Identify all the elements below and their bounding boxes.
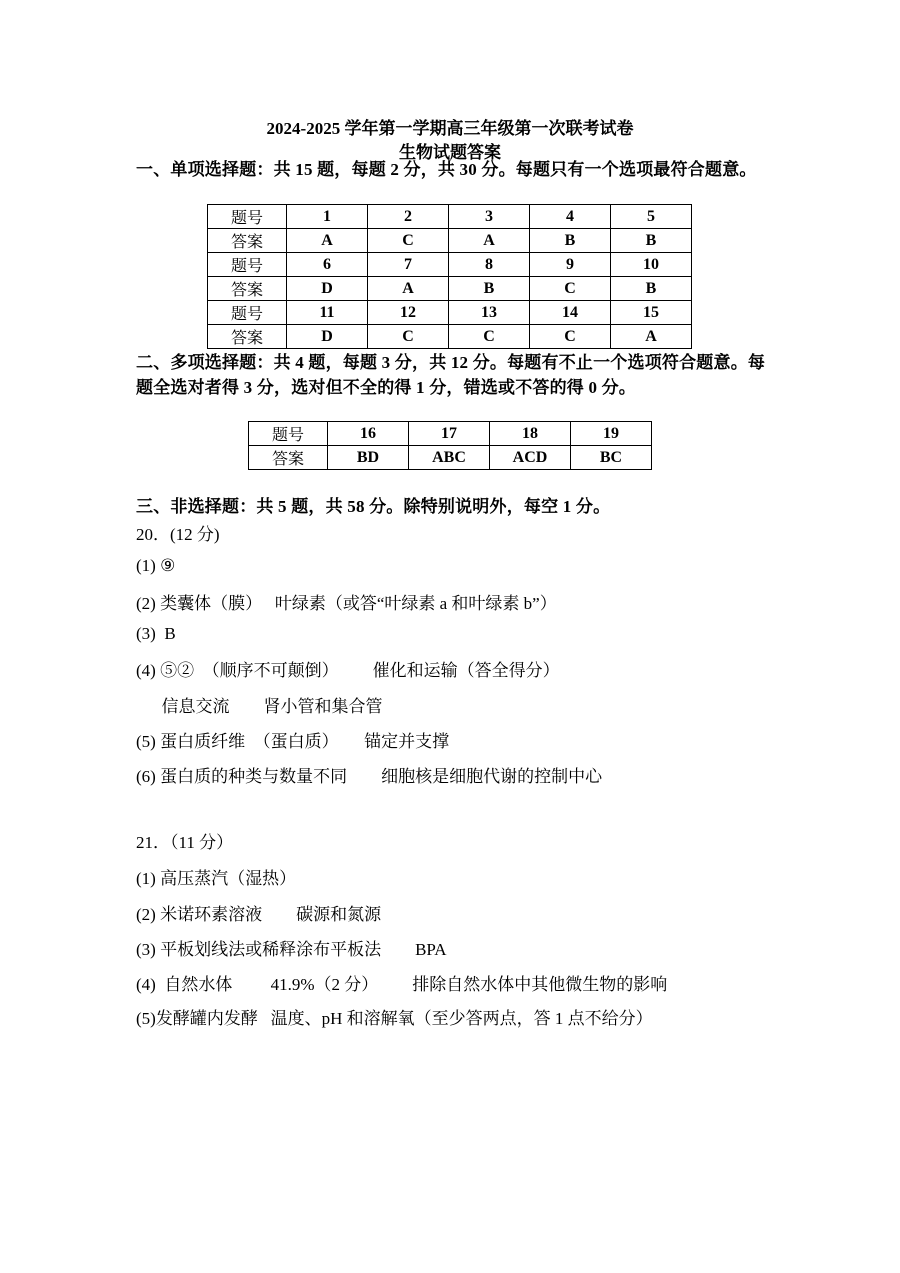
table-cell: B <box>449 277 530 301</box>
exam-subtitle: 生物试题答案 <box>399 143 501 162</box>
table-row <box>208 301 692 325</box>
table-cell: A <box>287 229 368 253</box>
q21-header: 21．（11 分） <box>136 833 234 852</box>
table-row <box>208 229 692 253</box>
table-row <box>249 446 652 470</box>
section3-heading: 三、非选择题：共 5 题，共 58 分。除特别说明外，每空 1 分。 <box>136 497 611 516</box>
table-cell: ABC <box>409 446 490 470</box>
table-cell: 3 <box>449 205 530 229</box>
table-row <box>208 253 692 277</box>
q21-answer-line: (1) 高压蒸汽（湿热） <box>136 869 297 888</box>
q21-answer-line: (4) 自然水体 41.9%（2 分） 排除自然水体中其他微生物的影响 <box>136 975 668 994</box>
table-row-label: 题号 <box>208 205 287 229</box>
q20-answer-line: (6) 蛋白质的种类与数量不同 细胞核是细胞代谢的控制中心 <box>136 767 603 786</box>
table-cell: A <box>368 277 449 301</box>
exam-title: 2024-2025 学年第一学期高三年级第一次联考试卷 <box>266 119 634 138</box>
q21-answer-line: (2) 米诺环素溶液 碳源和氮源 <box>136 905 382 924</box>
table-cell: 11 <box>287 301 368 325</box>
table-row-label: 题号 <box>249 422 328 446</box>
table-row-label: 答案 <box>208 325 287 349</box>
table-row-label: 答案 <box>249 446 328 470</box>
table-row <box>208 205 692 229</box>
section2-heading: 二、多项选择题：共 4 题，每题 3 分，共 12 分。每题有不止一个选项符合题意。每题全选对者得 3 分，选对但不全的得 1 分，错选或不答的得 0 分。 <box>136 353 766 397</box>
q21-answer-line: (3) 平板划线法或稀释涂布平板法 BPA <box>136 940 447 959</box>
q20-answer-line: (5) 蛋白质纤维 （蛋白质） 锚定并支撑 <box>136 732 450 751</box>
q20-answer-line: (3) B <box>136 624 176 643</box>
table-cell: ACD <box>490 446 571 470</box>
section1-heading: 一、单项选择题：共 15 题，每题 2 分，共 30 分。每题只有一个选项最符合题意。 <box>136 160 757 179</box>
section2-answer-table <box>248 421 652 470</box>
table-cell: C <box>530 277 611 301</box>
table-cell: 7 <box>368 253 449 277</box>
table-cell: 2 <box>368 205 449 229</box>
q20-answer-line: (1) ⑨ <box>136 556 176 575</box>
table-cell: 16 <box>328 422 409 446</box>
table-cell: 13 <box>449 301 530 325</box>
table-cell: 12 <box>368 301 449 325</box>
table-cell: C <box>368 229 449 253</box>
table-cell: 14 <box>530 301 611 325</box>
table-cell: B <box>611 229 692 253</box>
table-cell: A <box>449 229 530 253</box>
table-cell: 5 <box>611 205 692 229</box>
table-cell: BD <box>328 446 409 470</box>
table-row-label: 答案 <box>208 229 287 253</box>
table-cell: C <box>530 325 611 349</box>
table-cell: 15 <box>611 301 692 325</box>
table-cell: 6 <box>287 253 368 277</box>
table-cell: 1 <box>287 205 368 229</box>
table-cell: 8 <box>449 253 530 277</box>
table-cell: C <box>449 325 530 349</box>
table-row <box>208 277 692 301</box>
table-cell: 9 <box>530 253 611 277</box>
q20-header: 20．(12 分) <box>136 525 220 544</box>
q20-answer-line: (2) 类囊体（膜） 叶绿素（或答“叶绿素 a 和叶绿素 b”） <box>136 594 557 613</box>
table-cell: B <box>611 277 692 301</box>
q20-answer-line: (4) ⑤② （顺序不可颠倒） 催化和运输（答全得分） <box>136 661 560 680</box>
table-cell: D <box>287 277 368 301</box>
table-row-label: 答案 <box>208 277 287 301</box>
table-cell: BC <box>571 446 652 470</box>
table-cell: 4 <box>530 205 611 229</box>
table-cell: D <box>287 325 368 349</box>
table-cell: 18 <box>490 422 571 446</box>
table-cell: 17 <box>409 422 490 446</box>
q21-answer-line: (5)发酵罐内发酵 温度、pH 和溶解氧（至少答两点，答 1 点不给分） <box>136 1009 653 1028</box>
table-row-label: 题号 <box>208 301 287 325</box>
table-row-label: 题号 <box>208 253 287 277</box>
table-cell: B <box>530 229 611 253</box>
table-cell: 19 <box>571 422 652 446</box>
table-row <box>249 422 652 446</box>
table-cell: 10 <box>611 253 692 277</box>
table-row <box>208 325 692 349</box>
section1-answer-table <box>207 204 692 349</box>
table-cell: C <box>368 325 449 349</box>
q20-answer-line: 信息交流 肾小管和集合管 <box>136 697 383 716</box>
table-cell: A <box>611 325 692 349</box>
